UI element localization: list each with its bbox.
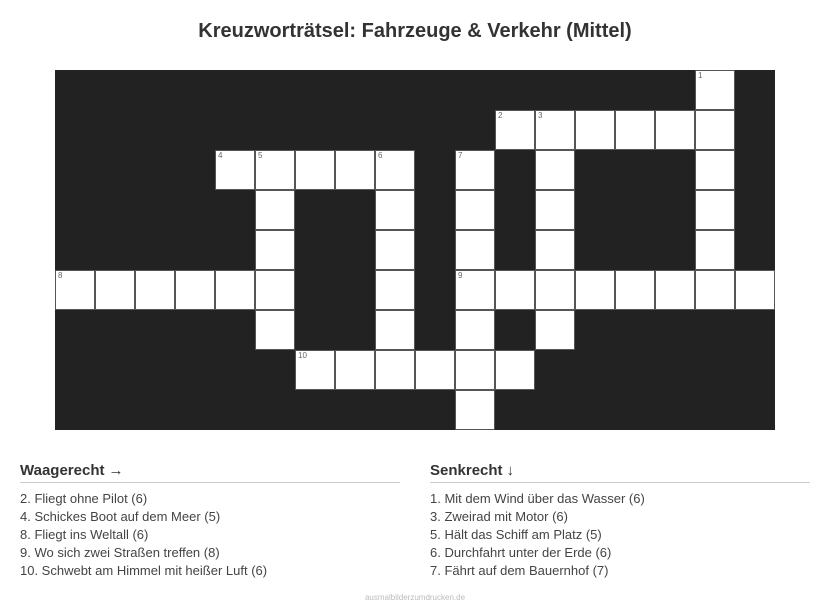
across-clue: 2. Fliegt ohne Pilot (6)	[20, 491, 148, 506]
crossword-cell[interactable]	[695, 70, 735, 110]
crossword-cell[interactable]	[135, 270, 175, 310]
crossword-cell[interactable]	[295, 150, 335, 190]
crossword-cell[interactable]	[655, 110, 695, 150]
crossword-grid	[55, 70, 775, 430]
crossword-cell[interactable]	[535, 270, 575, 310]
crossword-cell[interactable]	[375, 270, 415, 310]
clue-number: 10	[298, 351, 307, 360]
crossword-cell[interactable]	[375, 230, 415, 270]
crossword-cell[interactable]	[375, 190, 415, 230]
crossword-cell[interactable]	[375, 350, 415, 390]
across-heading-label: Waagerecht	[20, 462, 105, 479]
crossword-cell[interactable]	[455, 350, 495, 390]
crossword-cell[interactable]	[255, 270, 295, 310]
crossword-cell[interactable]	[535, 110, 575, 150]
crossword-cell[interactable]	[655, 270, 695, 310]
clue-number: 4	[218, 151, 223, 160]
crossword-cell[interactable]	[335, 150, 375, 190]
down-clue: 6. Durchfahrt unter der Erde (6)	[430, 545, 612, 560]
crossword-cell[interactable]	[535, 230, 575, 270]
crossword-cell[interactable]	[455, 310, 495, 350]
across-clue: 10. Schwebt am Himmel mit heißer Luft (6)	[20, 563, 268, 578]
crossword-cell[interactable]	[535, 310, 575, 350]
crossword-cell[interactable]	[415, 350, 455, 390]
crossword-cell[interactable]	[255, 190, 295, 230]
crossword-cell[interactable]	[375, 150, 415, 190]
crossword-cell[interactable]	[695, 150, 735, 190]
crossword-cell[interactable]	[455, 230, 495, 270]
down-heading	[430, 460, 810, 483]
crossword-cell[interactable]	[495, 110, 535, 150]
crossword-cell[interactable]	[455, 150, 495, 190]
clue-number: 2	[498, 111, 503, 120]
crossword-cell[interactable]	[695, 270, 735, 310]
across-clue: 8. Fliegt ins Weltall (6)	[20, 527, 149, 542]
crossword-cell[interactable]	[55, 270, 95, 310]
page-title: Kreuzworträtsel: Fahrzeuge & Verkehr (Mittel)	[198, 20, 632, 42]
crossword-cell[interactable]	[255, 230, 295, 270]
clue-number: 3	[538, 111, 543, 120]
down-clues	[430, 460, 810, 580]
crossword-cell[interactable]	[295, 350, 335, 390]
crossword-cell[interactable]	[455, 390, 495, 430]
clue-number: 7	[458, 151, 463, 160]
across-clue: 9. Wo sich zwei Straßen treffen (8)	[20, 545, 220, 560]
down-clue: 5. Hält das Schiff am Platz (5)	[430, 527, 602, 542]
across-heading	[20, 460, 400, 483]
crossword-cell[interactable]	[215, 150, 255, 190]
crossword-cell[interactable]	[735, 270, 775, 310]
crossword-cell[interactable]	[615, 110, 655, 150]
down-clue: 1. Mit dem Wind über das Wasser (6)	[430, 491, 645, 506]
down-clue: 7. Fährt auf dem Bauernhof (7)	[430, 563, 609, 578]
footer-credit: ausmalbilderzumdrucken.de	[364, 593, 466, 602]
right-arrow-icon: →	[108, 462, 124, 479]
crossword-cell[interactable]	[615, 270, 655, 310]
crossword-cell[interactable]	[695, 230, 735, 270]
clue-number: 9	[458, 271, 463, 280]
down-arrow-icon: ↓	[506, 462, 515, 479]
clue-number: 8	[58, 271, 63, 280]
crossword-cell[interactable]	[175, 270, 215, 310]
crossword-cell[interactable]	[535, 190, 575, 230]
crossword-cell[interactable]	[495, 350, 535, 390]
crossword-cell[interactable]	[455, 270, 495, 310]
crossword-cell[interactable]	[335, 350, 375, 390]
clue-number: 6	[378, 151, 383, 160]
down-heading-label: Senkrecht	[430, 462, 503, 479]
crossword-cell[interactable]	[575, 110, 615, 150]
crossword-cell[interactable]	[95, 270, 135, 310]
crossword-cell[interactable]	[535, 150, 575, 190]
crossword-cell[interactable]	[255, 310, 295, 350]
across-clue: 4. Schickes Boot auf dem Meer (5)	[20, 509, 221, 524]
crossword-cell[interactable]	[375, 310, 415, 350]
crossword-cell[interactable]	[575, 270, 615, 310]
crossword-cell[interactable]	[495, 270, 535, 310]
across-clues	[20, 460, 400, 580]
clue-number: 1	[698, 71, 703, 80]
crossword-cell[interactable]	[215, 270, 255, 310]
crossword-cell[interactable]	[695, 110, 735, 150]
crossword-cell[interactable]	[695, 190, 735, 230]
crossword-cell[interactable]	[255, 150, 295, 190]
crossword-cell[interactable]	[455, 190, 495, 230]
down-clue: 3. Zweirad mit Motor (6)	[430, 509, 568, 524]
clue-number: 5	[258, 151, 263, 160]
